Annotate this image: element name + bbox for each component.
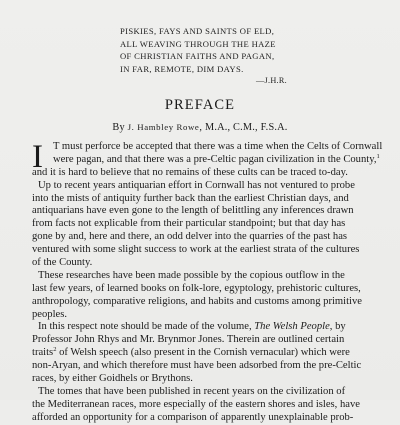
author-name: J. Hambley Rowe [127,122,200,132]
paragraph-line: peoples. [32,308,68,320]
footnote-marker[interactable]: 1 [376,153,380,160]
paragraph-line: Professor John Rhys and Mr. Brynmor Jones. Therein are outlined certain [32,334,345,346]
paragraph-line: In this respect note should be made of the volume, The Welsh People, by [38,321,346,333]
paragraph-line: non-Aryan, and which therefore must have been adsorbed from the pre-Celtic [32,360,362,372]
paragraph-line: Up to recent years antiquarian effort in Cornwall has not ventured to probe [38,179,355,191]
paragraph-line: antiquarians have even gone to the length of belittling any inferences drawn [32,205,354,217]
paragraph-line: gone by and, here and there, an odd delver into the quarries of the past has [32,231,348,243]
footnote-marker[interactable]: 2 [53,347,57,354]
epigraph-attribution: —J.H.R. [256,76,287,86]
paragraph-line: last few years, of learned books on folk-lore, egyptology, prehistoric cultures, [32,282,361,294]
paragraph-line: ventured with some slight success to work at the earliest strata of the cultures [32,244,360,256]
paragraph-line: and it is hard to believe that no remains of these cults can be traced to-day. [32,166,348,178]
paragraph-line: anthropology, comparative religions, and habits and customs among primitive [32,295,363,307]
epigraph [120,25,382,86]
byline-prefix: By [112,122,128,133]
paragraph-line: races, by either Goidhels or Brythons. [32,373,193,385]
paragraph-line: the Mediterranean races, more especially of the eastern shores and isles, have [32,398,360,410]
page-title: PREFACE [164,97,236,113]
paragraph-line: afforded an opportunity for a comparison of apparently unexplainable prob- [32,411,354,423]
author-credentials: , M.A., C.M., F.S.A. [199,122,288,133]
epigraph-line: OF CHRISTIAN FAITHS AND PAGAN, [120,51,275,62]
epigraph-line: IN FAR, REMOTE, DIM DAYS. [120,63,244,74]
paragraph-line: from facts not explicable from their particular standpoint; but that day has [32,218,346,230]
body-text [32,141,398,425]
byline [0,122,400,133]
paragraph-line: T must perforce be accepted that there was a time when the Celts of Cornwall [53,141,383,152]
paragraph-line: into the mists of antiquity further back than the earliest Christian days, and [32,192,349,204]
paragraph-line: traits$^2$ of Welsh speech (also present in the Cornish vernacular) which were [32,347,350,359]
drop-cap: I [32,139,43,175]
epigraph-line: ALL WEAVING THROUGH THE HAZE [120,38,276,49]
paragraph-line: The tomes that have been published in recent years on the civilization of [38,385,346,397]
epigraph-line: PISKIES, FAYS AND SAINTS OF ELD, [120,26,275,36]
paragraph-line: of the County. [32,257,93,269]
book-title: The Welsh People [254,321,330,333]
paragraph-line: These researches have been made possible by the copious outflow in the [38,269,345,281]
paragraph-line: were pagan, and that there was a pre-Celtic pagan civilization in the County,$^1$ [53,153,380,165]
